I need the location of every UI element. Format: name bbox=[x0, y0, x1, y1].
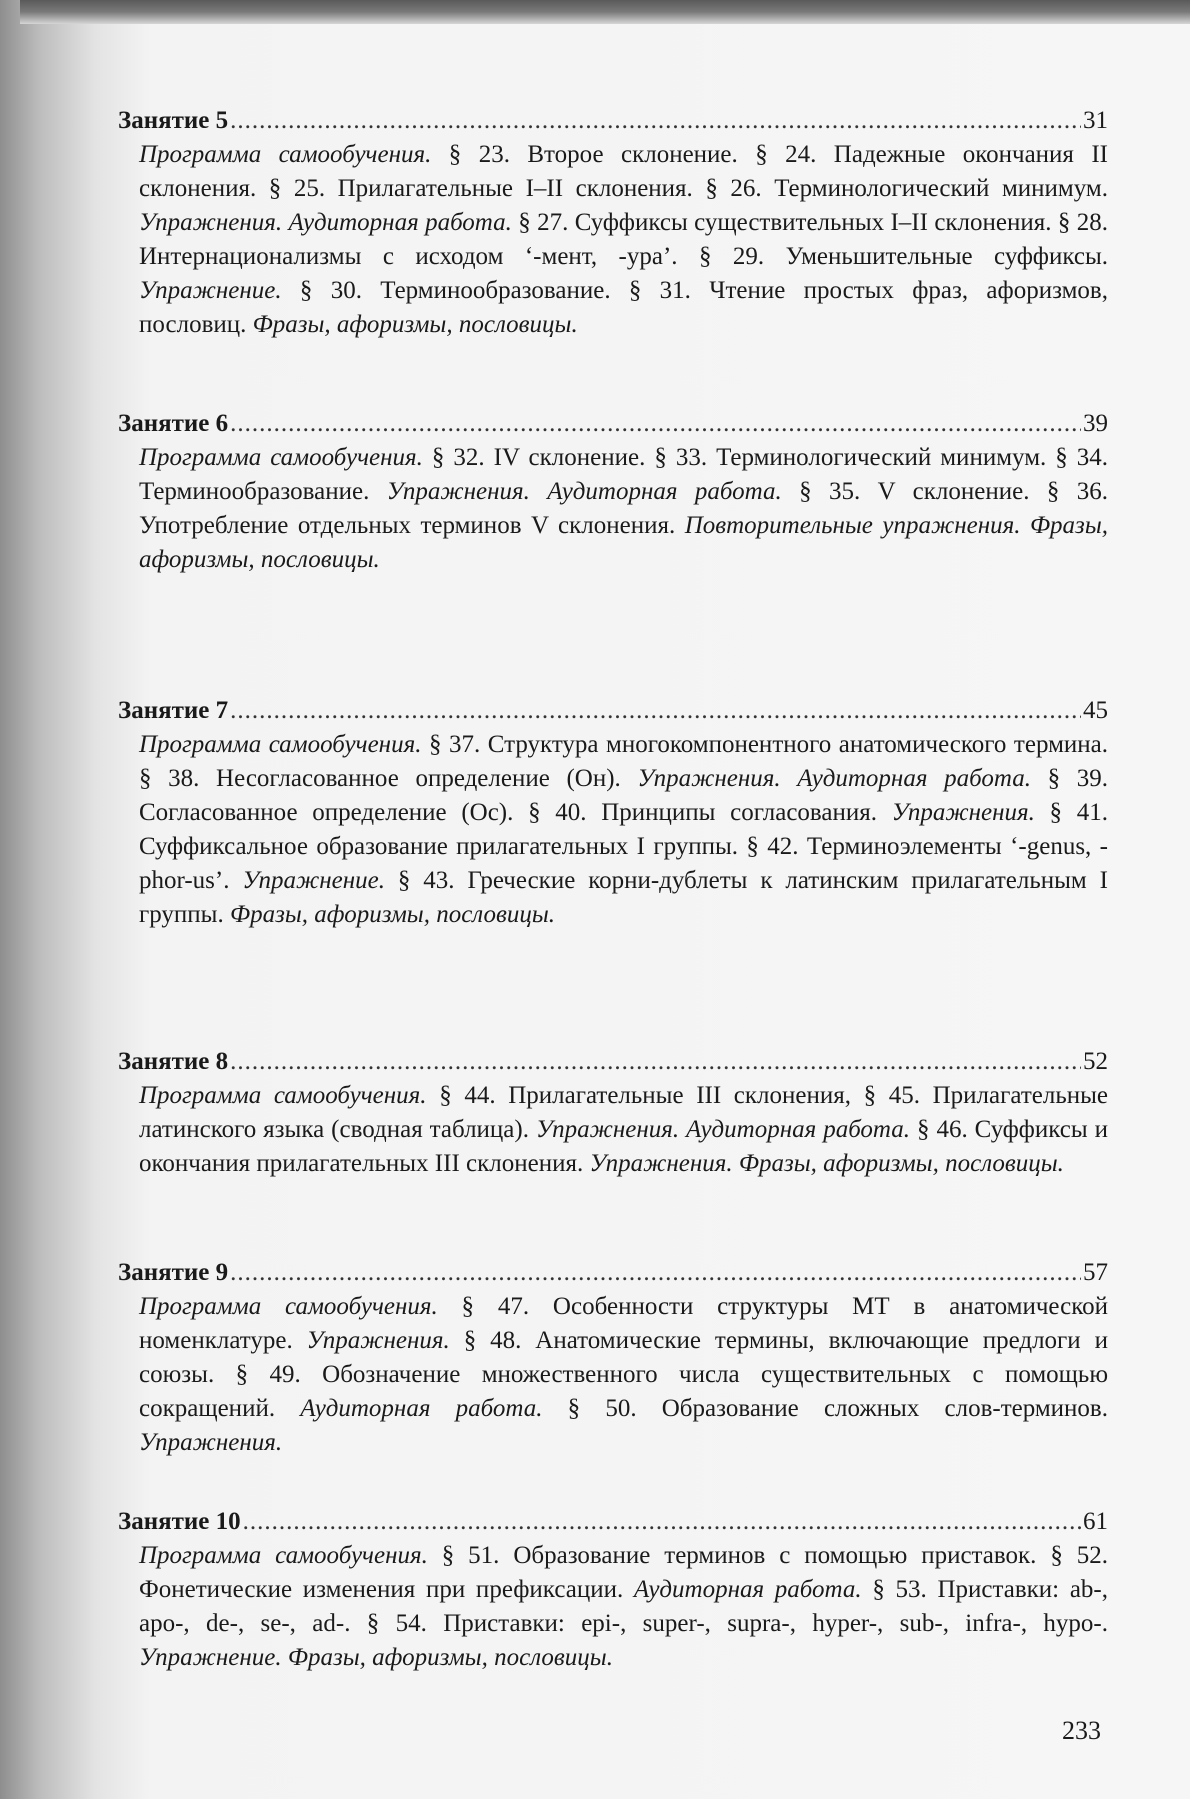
entry-segment: § 47. Особенности структуры МТ в анатомической номенклатуре. bbox=[139, 1293, 1108, 1354]
entry-segment: Упражнения. Аудиторная работа. bbox=[536, 1116, 910, 1143]
page-top-edge bbox=[20, 0, 1190, 24]
entry-segment: Программа самообучения. bbox=[139, 1542, 428, 1569]
entry-page-number: 61 bbox=[1083, 1505, 1108, 1539]
entry-description bbox=[139, 138, 1108, 342]
toc-entry bbox=[118, 104, 1108, 342]
dot-leader bbox=[230, 104, 1081, 138]
entry-segment: § 32. IV склонение. § 33. Терминологический минимум. § 34. Терминообразование. bbox=[139, 444, 1108, 505]
entry-page-number: 57 bbox=[1083, 1256, 1108, 1290]
dot-leader bbox=[230, 694, 1081, 728]
entry-page-number: 45 bbox=[1083, 694, 1108, 728]
entry-title: Занятие 8 bbox=[118, 1045, 228, 1079]
entry-description bbox=[139, 1079, 1108, 1181]
entry-page-number: 39 bbox=[1083, 407, 1108, 441]
entry-segment: § 30. Терминообразование. § 31. Чтение простых фраз, афоризмов, пословиц. bbox=[139, 277, 1108, 338]
entry-segment: Упражнения. Фразы, афоризмы, пословицы. bbox=[589, 1150, 1063, 1177]
entry-segment: § 50. Образование сложных слов-терминов. bbox=[542, 1395, 1108, 1422]
entry-segment: Фразы, афоризмы, пословицы. bbox=[253, 311, 578, 338]
entry-segment: Программа самообучения. bbox=[139, 731, 421, 758]
entry-segment: Упражнения. bbox=[139, 1429, 282, 1456]
entry-segment: § 43. Греческие корни-дублеты к латинским прилагательным I группы. bbox=[139, 867, 1108, 928]
entry-segment: Программа самообучения. bbox=[139, 1082, 427, 1109]
dot-leader bbox=[230, 407, 1081, 441]
entry-segment: § 46. Суффиксы и окончания прилагательных III склонения. bbox=[139, 1116, 1108, 1177]
entry-title: Занятие 5 bbox=[118, 104, 228, 138]
entry-segment: Аудиторная работа. bbox=[634, 1576, 862, 1603]
entry-segment: Упражнение. bbox=[242, 867, 385, 894]
entry-segment: Упражнения. Аудиторная работа. bbox=[387, 478, 782, 505]
entry-segment: Фразы, афоризмы, пословицы. bbox=[230, 901, 555, 928]
entry-segment: § 27. Суффиксы существительных I–II склонения. § 28. Интернационализмы с исходом ‘-мент, -ура’. § 29. Уменьшительные суффиксы. bbox=[139, 209, 1108, 270]
entry-segment: Упражнения. Аудиторная работа. bbox=[637, 765, 1031, 792]
entry-segment: § 37. Структура многокомпонентного анатомического термина. § 38. Несогласованное определение (Oн). bbox=[139, 731, 1108, 792]
entry-segment: § 44. Прилагательные III склонения, § 45. Прилагательные латинского языка (сводная таблица). bbox=[139, 1082, 1108, 1143]
entry-description bbox=[139, 1539, 1108, 1675]
entry-title: Занятие 9 bbox=[118, 1256, 228, 1290]
entry-segment: § 23. Второе склонение. § 24. Падежные окончания II склонения. § 25. Прилагательные I–II склонения. § 26. Терминологический минимум. bbox=[139, 141, 1108, 202]
entry-description bbox=[139, 1290, 1108, 1460]
entry-description bbox=[139, 441, 1108, 577]
entry-segment: § 39. Согласованное определение (Oс). § 40. Принципы согласования. bbox=[139, 765, 1108, 826]
toc-entry bbox=[118, 1045, 1108, 1181]
entry-title: Занятие 10 bbox=[118, 1505, 241, 1539]
book-page bbox=[0, 0, 1190, 1799]
entry-segment: § 51. Образование терминов с помощью приставок. § 52. Фонетические изменения при префиксации. bbox=[139, 1542, 1108, 1603]
entry-page-number: 52 bbox=[1083, 1045, 1108, 1079]
entry-segment: Упражнение. Фразы, афоризмы, пословицы. bbox=[139, 1644, 613, 1671]
entry-segment: Программа самообучения. bbox=[139, 1293, 438, 1320]
entry-title: Занятие 6 bbox=[118, 407, 228, 441]
entry-segment: § 53. Приставки: ab-, apo-, de-, se-, ad-. § 54. Приставки: epi-, super-, supra-, hyper-, sub-, infra-, hypo-. bbox=[139, 1576, 1108, 1637]
dot-leader bbox=[230, 1256, 1081, 1290]
toc-entry bbox=[118, 1256, 1108, 1460]
dot-leader bbox=[243, 1505, 1081, 1539]
toc-entry bbox=[118, 694, 1108, 932]
entry-segment: § 35. V склонение. § 36. Употребление отдельных терминов V склонения. bbox=[139, 478, 1108, 539]
entry-title: Занятие 7 bbox=[118, 694, 228, 728]
entry-segment: Аудиторная работа. bbox=[300, 1395, 542, 1422]
entry-segment: § 41. Суффиксальное образование прилагательных I группы. § 42. Терминоэлементы ‘-genus, -phor-us’. bbox=[139, 799, 1108, 894]
entry-segment: Программа самообучения. bbox=[139, 141, 431, 168]
entry-segment: Упражнения. Аудиторная работа. bbox=[139, 209, 512, 236]
entry-segment: Программа самообучения. bbox=[139, 444, 423, 471]
entry-page-number: 31 bbox=[1083, 104, 1108, 138]
entry-segment: Упражнение. bbox=[139, 277, 282, 304]
page-number: 233 bbox=[1062, 1716, 1101, 1746]
page-margin-strip bbox=[1190, 0, 1200, 1799]
entry-segment: Упражнения. bbox=[892, 799, 1035, 826]
entry-segment: Упражнения. bbox=[307, 1327, 450, 1354]
toc-entry bbox=[118, 1505, 1108, 1675]
toc-entry bbox=[118, 407, 1108, 577]
entry-segment: Повторительные упражнения. Фразы, афоризмы, пословицы. bbox=[139, 512, 1108, 573]
entry-description bbox=[139, 728, 1108, 932]
dot-leader bbox=[230, 1045, 1081, 1079]
entry-segment: § 48. Анатомические термины, включающие предлоги и союзы. § 49. Обозначение множественного числа существительных с помощью сокращений. bbox=[139, 1327, 1108, 1422]
